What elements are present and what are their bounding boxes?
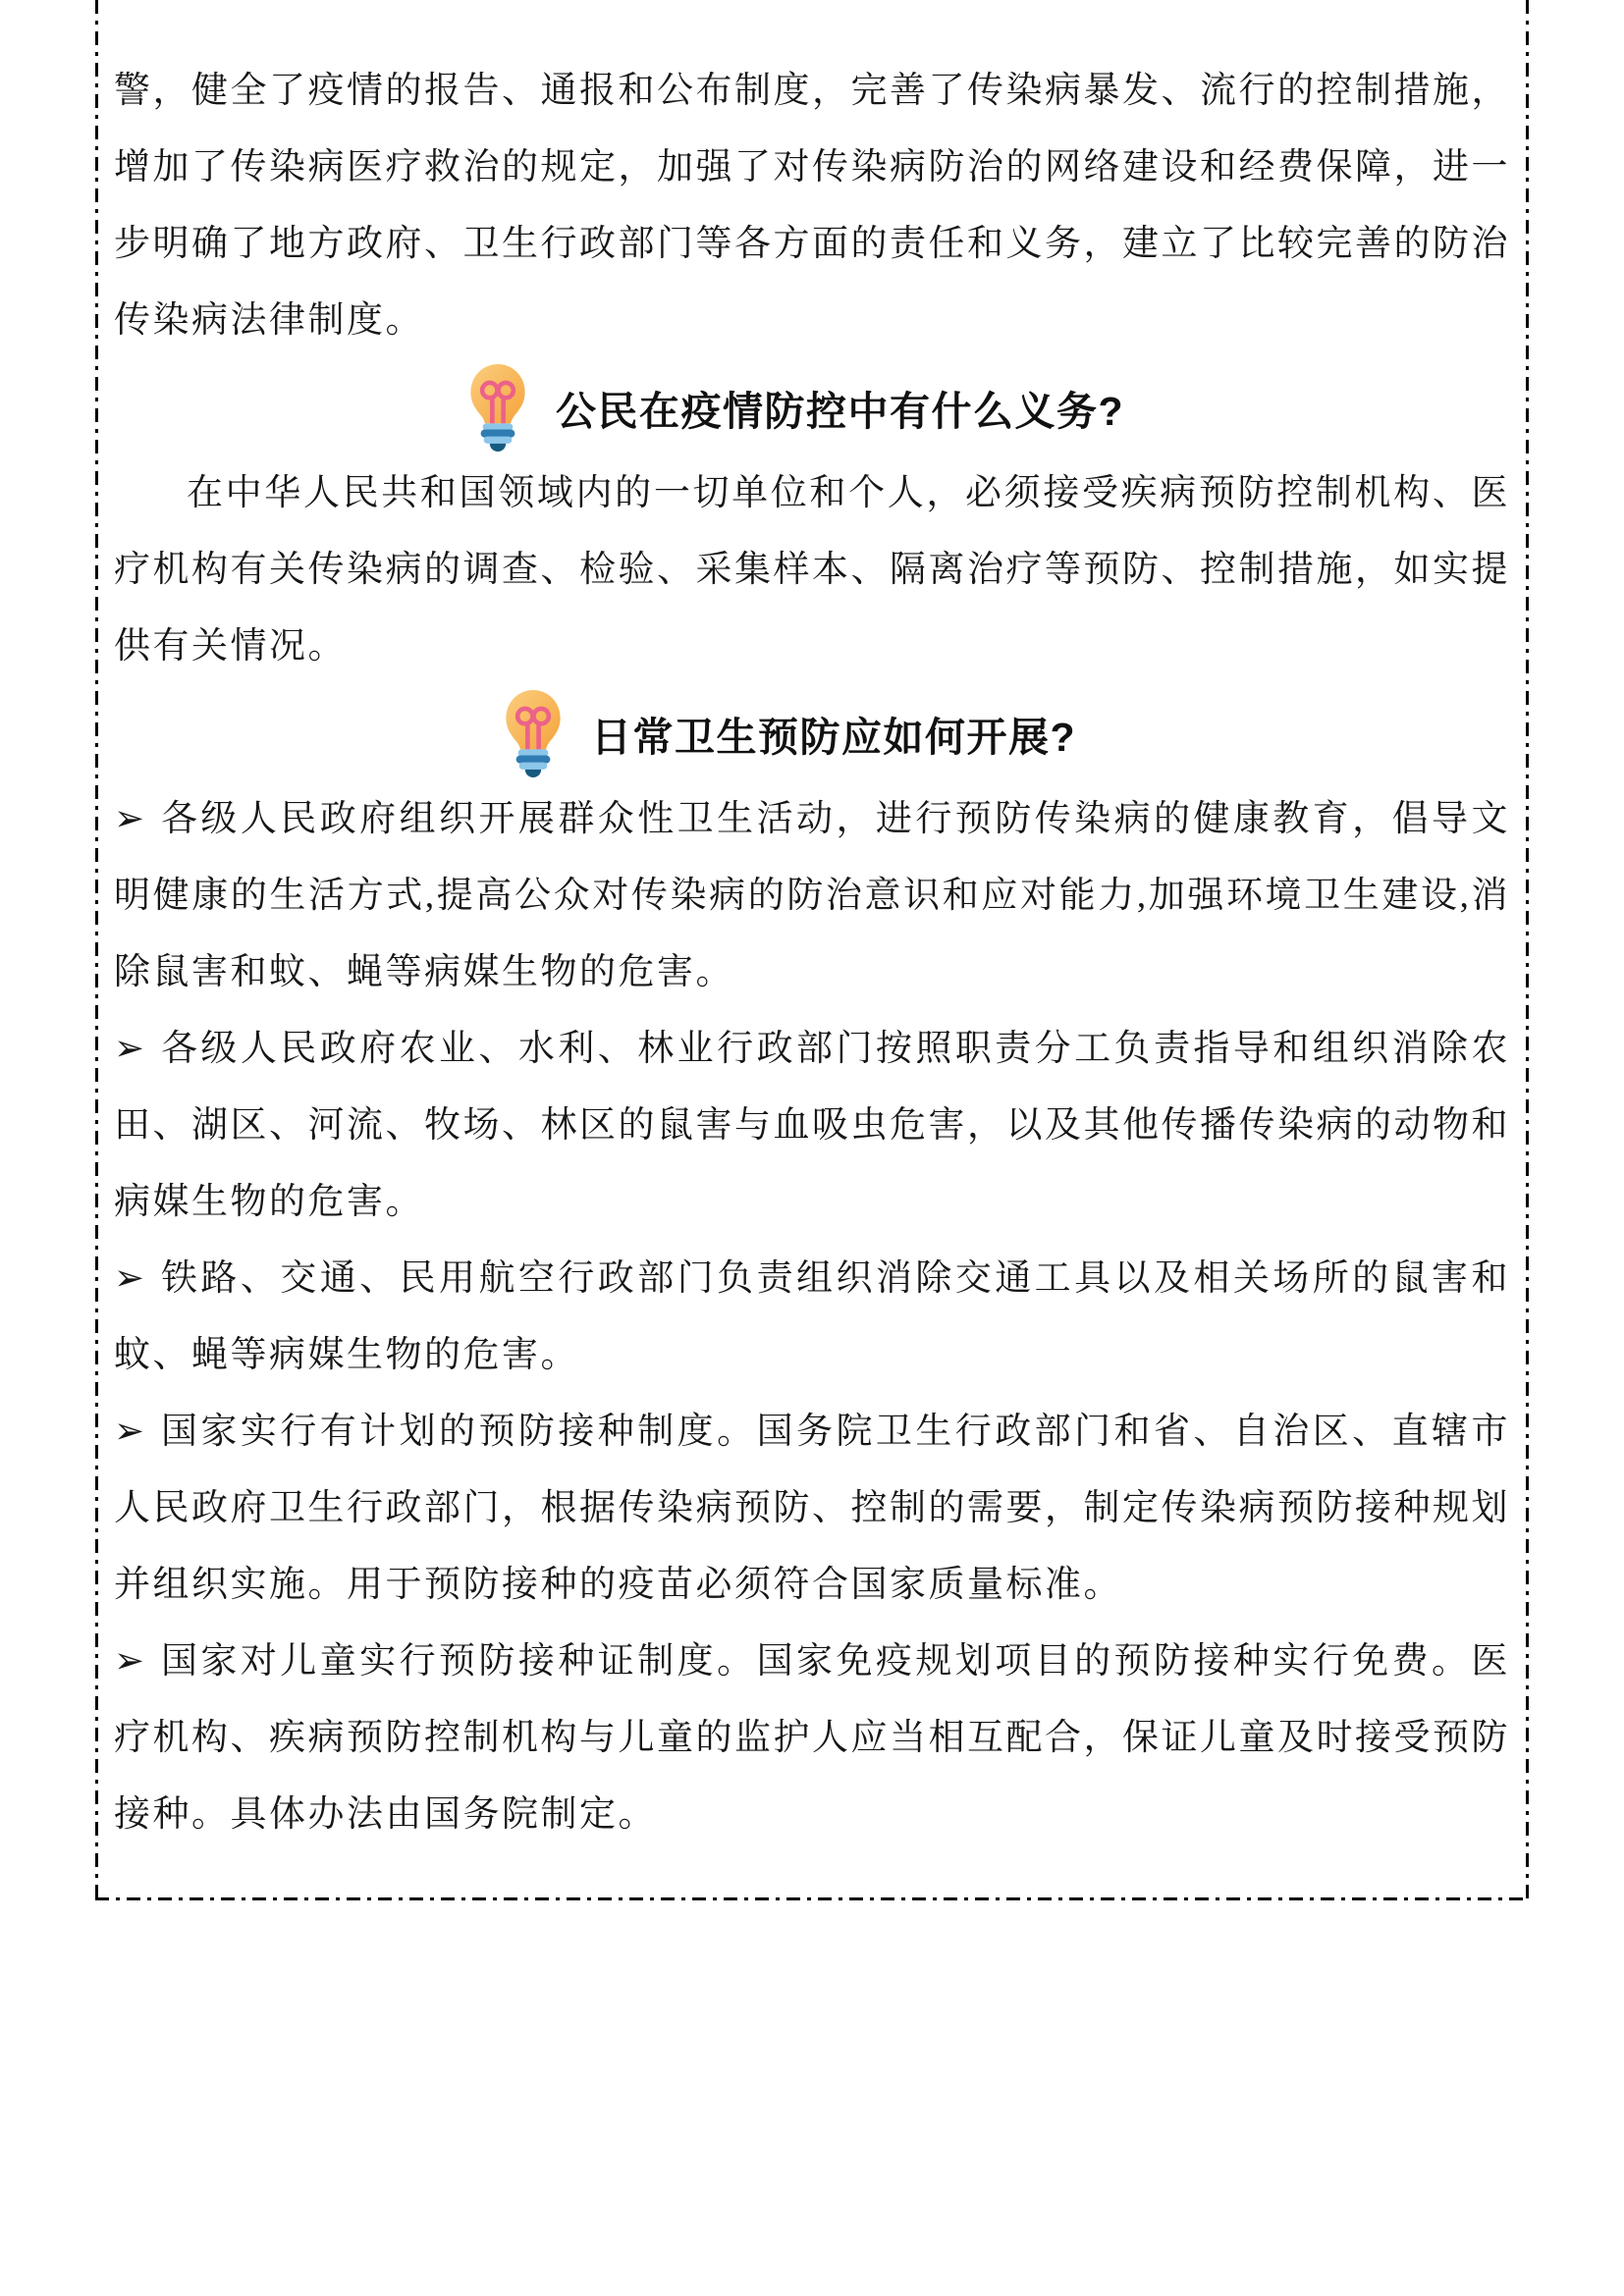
bullet-text: 铁路、交通、民用航空行政部门负责组织消除交通工具以及相关场所的鼠害和蚊、蝇等病媒生物的危害。: [114, 1258, 1510, 1375]
section2-heading: [501, 689, 1510, 777]
bullet-text: 国家对儿童实行预防接种证制度。国家免疫规划项目的预防接种实行免费。医疗机构、疾病预防控制机构与儿童的监护人应当相互配合，保证儿童及时接受预防接种。具体办法由国务院制定。: [114, 1641, 1510, 1835]
section1-paragraph: 在中华人民共和国领域内的一切单位和个人，必须接受疾病预防控制机构、医疗机构有关传染病的调查、检验、采集样本、隔离治疗等预防、控制措施，如实提供有关情况。: [114, 473, 1510, 667]
bullet-arrow-icon: ➢: [114, 1258, 145, 1299]
section1-heading: [465, 363, 1510, 452]
bullet-item: [114, 1011, 1510, 1241]
bullet-item: [114, 1394, 1510, 1624]
lightbulb-icon: [465, 363, 530, 452]
bullet-text: 各级人民政府农业、水利、林业行政部门按照职责分工负责指导和组织消除农田、湖区、河流、牧场、林区的鼠害与血吸虫危害，以及其他传播传染病的动物和病媒生物的危害。: [114, 1029, 1510, 1222]
bullet-item: [114, 1624, 1510, 1853]
page-content: [98, 0, 1526, 1853]
page-border-bottom: [95, 1897, 1529, 1900]
bullet-arrow-icon: ➢: [114, 1412, 145, 1452]
section1-title: 公民在疫情防控中有什么义务?: [556, 388, 1125, 434]
bullet-arrow-icon: ➢: [114, 799, 145, 839]
bullet-arrow-icon: ➢: [114, 1641, 145, 1682]
bullet-item: [114, 781, 1510, 1011]
paragraph-continuation: 警，健全了疫情的报告、通报和公布制度，完善了传染病暴发、流行的控制措施，增加了传染病医疗救治的规定，加强了对传染病防治的网络建设和经费保障，进一步明确了地方政府、卫生行政部门等各方面的责任和义务，建立了比较完善的防治传染病法律制度。: [114, 71, 1510, 341]
bullet-item: [114, 1241, 1510, 1394]
bullet-text: 各级人民政府组织开展群众性卫生活动，进行预防传染病的健康教育，倡导文明健康的生活方式,提高公众对传染病的防治意识和应对能力,加强环境卫生建设,消除鼠害和蚊、蝇等病媒生物的危害。: [114, 799, 1510, 992]
lightbulb-icon: [501, 689, 566, 777]
bullet-text: 国家实行有计划的预防接种制度。国务院卫生行政部门和省、自治区、直辖市人民政府卫生行政部门，根据传染病预防、控制的需要，制定传染病预防接种规划并组织实施。用于预防接种的疫苗必须符合国家质量标准。: [114, 1412, 1510, 1605]
bullet-arrow-icon: ➢: [114, 1029, 145, 1069]
page-border-right: [1526, 0, 1529, 1900]
section2-title: 日常卫生预防应如何开展?: [591, 714, 1077, 760]
